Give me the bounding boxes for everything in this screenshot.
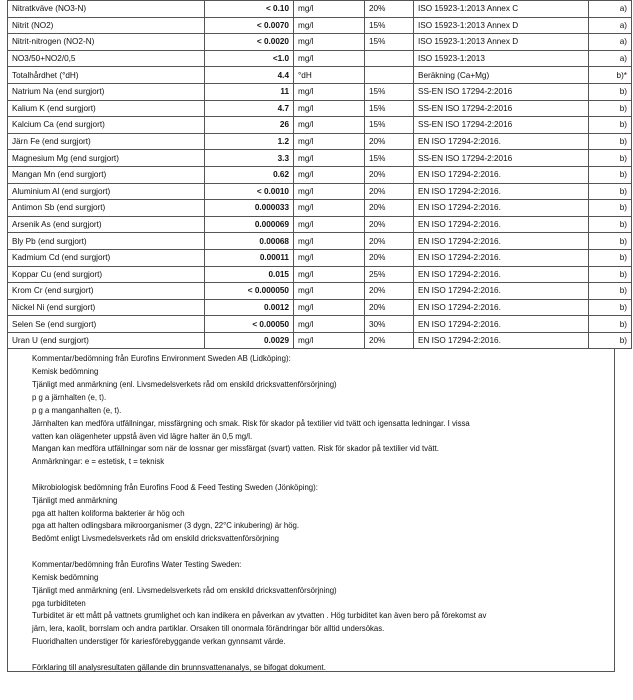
comment-line: Fluoridhalten understiger för kariesförebyggande verkan gynnsamt värde.: [32, 637, 286, 647]
analysis-method: EN ISO 17294-2:2016.: [414, 316, 589, 333]
analysis-method: SS-EN ISO 17294-2:2016: [414, 117, 589, 134]
measurement-uncertainty: 15%: [365, 17, 414, 34]
result-value: 3.3: [205, 150, 294, 167]
comment-line: p g a järnhalten (e, t).: [32, 393, 107, 402]
table-row: [8, 316, 632, 333]
comment-line: Bedömt enligt Livsmedelsverkets råd om enskild dricksvattenförsörjning: [32, 534, 280, 544]
result-unit: mg/l: [294, 283, 365, 300]
result-unit: mg/l: [294, 249, 365, 266]
comment-line: Förklaring till analysresultaten gällande din brunnsvattenanalys, se bifogat dokument.: [32, 662, 326, 672]
result-unit: mg/l: [294, 1, 365, 18]
analysis-method: EN ISO 17294-2:2016.: [414, 233, 589, 250]
result-value: 1.2: [205, 133, 294, 150]
lab-reference: b): [589, 332, 632, 349]
analysis-method: ISO 15923-1:2013 Annex D: [414, 34, 589, 51]
lab-reference: a): [589, 17, 632, 34]
lab-reference: b): [589, 133, 632, 150]
analysis-method: ISO 15923-1:2013 Annex D: [414, 17, 589, 34]
lab-reference: b): [589, 249, 632, 266]
table-row: [8, 1, 632, 18]
result-unit: mg/l: [294, 299, 365, 316]
measurement-uncertainty: 15%: [365, 150, 414, 167]
result-value: <1.0: [205, 50, 294, 67]
analysis-method: EN ISO 17294-2:2016.: [414, 216, 589, 233]
result-unit: mg/l: [294, 216, 365, 233]
result-value: 0.015: [205, 266, 294, 283]
table-row: [8, 17, 632, 34]
analyte-name: Bly Pb (end surgjort): [8, 233, 205, 250]
measurement-uncertainty: 30%: [365, 316, 414, 333]
table-row: [8, 50, 632, 67]
comment-line: järn, lera, kaolit, borrslam och andra partiklar. Orsaken till onormala förändringar bör alltid undersökas.: [32, 624, 385, 634]
result-unit: mg/l: [294, 133, 365, 150]
result-unit: mg/l: [294, 117, 365, 134]
analysis-method: EN ISO 17294-2:2016.: [414, 166, 589, 183]
table-row: [8, 166, 632, 183]
comment-line: Mangan kan medföra utfällningar som när de lossnar ger missfärgat (svart) vatten. Risk för skador på textilier vid tvätt.: [32, 444, 439, 454]
result-unit: mg/l: [294, 150, 365, 167]
comment-line: [8, 546, 614, 559]
comment-line: vatten kan olägenheter uppstå även vid lägre halter än 0,5 mg/l.: [32, 431, 253, 441]
analysis-method: Beräkning (Ca+Mg): [414, 67, 589, 84]
comment-line: Mikrobiologisk bedömning från Eurofins Food & Feed Testing Sweden (Jönköping):: [32, 482, 318, 492]
lab-reference: b): [589, 166, 632, 183]
measurement-uncertainty: 20%: [365, 200, 414, 217]
comment-line: pga att halten odlingsbara mikroorganismer (3 dygn, 22°C inkubering) är hög.: [32, 521, 300, 531]
analysis-method: EN ISO 17294-2:2016.: [414, 183, 589, 200]
measurement-uncertainty: 20%: [365, 133, 414, 150]
comment-line: pga att halten koliforma bakterier är hög och: [32, 508, 185, 518]
result-unit: mg/l: [294, 166, 365, 183]
table-row: [8, 150, 632, 167]
result-value: 0.00011: [205, 249, 294, 266]
result-unit: mg/l: [294, 83, 365, 100]
comment-line: [8, 469, 614, 482]
analysis-method: EN ISO 17294-2:2016.: [414, 266, 589, 283]
lab-reference: a): [589, 34, 632, 51]
comment-line: Tjänligt med anmärkning (enl. Livsmedelsverkets råd om enskild dricksvattenförsörjning): [32, 585, 337, 595]
lab-reference: b)*: [589, 67, 632, 84]
measurement-uncertainty: 15%: [365, 100, 414, 117]
table-row: [8, 34, 632, 51]
result-value: < 0.0070: [205, 17, 294, 34]
result-unit: mg/l: [294, 233, 365, 250]
analyte-name: Nitrit (NO2): [8, 17, 205, 34]
analysis-method: ISO 15923-1:2013 Annex C: [414, 1, 589, 18]
analysis-method: EN ISO 17294-2:2016.: [414, 133, 589, 150]
table-row: [8, 67, 632, 84]
analysis-method: SS-EN ISO 17294-2:2016: [414, 100, 589, 117]
result-value: 0.000069: [205, 216, 294, 233]
analyte-name: Kadmium Cd (end surgjort): [8, 249, 205, 266]
result-value: 26: [205, 117, 294, 134]
analyte-name: Koppar Cu (end surgjort): [8, 266, 205, 283]
lab-reference: b): [589, 216, 632, 233]
comment-line: p g a manganhalten (e, t).: [32, 405, 122, 415]
lab-reference: b): [589, 150, 632, 167]
analyte-name: Arsenik As (end surgjort): [8, 216, 205, 233]
comment-line: Turbiditet är ett mått på vattnets grumlighet och kan indikera en påverkan av ytvatten . Hög turbiditet kan även bero på förekomst av: [32, 611, 487, 621]
measurement-uncertainty: [365, 67, 414, 84]
comment-line: Kemisk bedömning: [32, 572, 99, 582]
analyte-name: Järn Fe (end surgjort): [8, 133, 205, 150]
comment-line: Tjänligt med anmärkning (enl. Livsmedelsverkets råd om enskild dricksvattenförsörjning): [32, 380, 337, 390]
result-unit: °dH: [294, 67, 365, 84]
lab-reference: b): [589, 233, 632, 250]
analysis-method: SS-EN ISO 17294-2:2016: [414, 83, 589, 100]
analyte-name: Krom Cr (end surgjort): [8, 283, 205, 300]
table-row: [8, 83, 632, 100]
table-row: [8, 233, 632, 250]
results-table-body: [8, 1, 632, 349]
analyte-name: Selen Se (end surgjort): [8, 316, 205, 333]
analysis-method: EN ISO 17294-2:2016.: [414, 332, 589, 349]
result-unit: mg/l: [294, 34, 365, 51]
analysis-method: EN ISO 17294-2:2016.: [414, 200, 589, 217]
result-unit: mg/l: [294, 50, 365, 67]
analysis-method: EN ISO 17294-2:2016.: [414, 299, 589, 316]
comment-line: pga turbiditeten: [32, 598, 86, 608]
analyte-name: Aluminium Al (end surgjort): [8, 183, 205, 200]
comment-line: [8, 649, 614, 662]
lab-reference: b): [589, 183, 632, 200]
result-value: < 0.0020: [205, 34, 294, 51]
measurement-uncertainty: 20%: [365, 249, 414, 266]
table-row: [8, 133, 632, 150]
analyte-name: Kalcium Ca (end surgjort): [8, 117, 205, 134]
analyte-name: Mangan Mn (end surgjort): [8, 166, 205, 183]
measurement-uncertainty: 25%: [365, 266, 414, 283]
result-value: 11: [205, 83, 294, 100]
result-unit: mg/l: [294, 332, 365, 349]
results-table: [7, 0, 632, 349]
measurement-uncertainty: 20%: [365, 166, 414, 183]
analysis-method: ISO 15923-1:2013: [414, 50, 589, 67]
comment-line: Kemisk bedömning: [32, 367, 99, 377]
table-row: [8, 100, 632, 117]
analysis-method: EN ISO 17294-2:2016.: [414, 283, 589, 300]
comment-line: Kommentar/bedömning från Eurofins Water Testing Sweden:: [32, 559, 242, 569]
analyte-name: Totalhårdhet (°dH): [8, 67, 205, 84]
result-unit: mg/l: [294, 100, 365, 117]
measurement-uncertainty: 20%: [365, 233, 414, 250]
lab-reference: b): [589, 83, 632, 100]
lab-reference: b): [589, 100, 632, 117]
table-row: [8, 283, 632, 300]
comment-line: Tjänligt med anmärkning: [32, 495, 118, 505]
table-row: [8, 332, 632, 349]
analyte-name: Magnesium Mg (end surgjort): [8, 150, 205, 167]
measurement-uncertainty: 15%: [365, 83, 414, 100]
measurement-uncertainty: 20%: [365, 216, 414, 233]
lab-reference: b): [589, 299, 632, 316]
measurement-uncertainty: 15%: [365, 34, 414, 51]
table-row: [8, 266, 632, 283]
result-unit: mg/l: [294, 17, 365, 34]
lab-reference: b): [589, 266, 632, 283]
analyte-name: Kalium K (end surgjort): [8, 100, 205, 117]
lab-reference: b): [589, 117, 632, 134]
result-unit: mg/l: [294, 200, 365, 217]
result-value: < 0.10: [205, 1, 294, 18]
result-unit: mg/l: [294, 316, 365, 333]
analysis-method: EN ISO 17294-2:2016.: [414, 249, 589, 266]
result-unit: mg/l: [294, 266, 365, 283]
lab-reference: a): [589, 50, 632, 67]
measurement-uncertainty: 15%: [365, 117, 414, 134]
table-row: [8, 200, 632, 217]
measurement-uncertainty: 20%: [365, 183, 414, 200]
analysis-method: SS-EN ISO 17294-2:2016: [414, 150, 589, 167]
result-value: < 0.000050: [205, 283, 294, 300]
measurement-uncertainty: 20%: [365, 1, 414, 18]
result-value: 0.62: [205, 166, 294, 183]
table-row: [8, 117, 632, 134]
analyte-name: Nickel Ni (end surgjort): [8, 299, 205, 316]
comment-line: Anmärkningar: e = estetisk, t = teknisk: [32, 457, 165, 467]
analyte-name: NO3/50+NO2/0,5: [8, 50, 205, 67]
lab-reference: b): [589, 283, 632, 300]
result-value: 4.7: [205, 100, 294, 117]
analyte-name: Nitratkväve (NO3-N): [8, 1, 205, 18]
result-value: < 0.0010: [205, 183, 294, 200]
result-value: 0.0029: [205, 332, 294, 349]
table-row: [8, 299, 632, 316]
comments-section: [7, 349, 615, 672]
comment-line: Järnhalten kan medföra utfällningar, missfärgning och smak. Risk för skador på textilier vid tvätt och igensatta ledningar. I vissa: [32, 418, 470, 428]
analyte-name: Natrium Na (end surgjort): [8, 83, 205, 100]
analyte-name: Antimon Sb (end surgjort): [8, 200, 205, 217]
result-unit: mg/l: [294, 183, 365, 200]
result-value: 0.0012: [205, 299, 294, 316]
lab-reference: b): [589, 316, 632, 333]
analyte-name: Nitrit-nitrogen (NO2-N): [8, 34, 205, 51]
result-value: < 0.00050: [205, 316, 294, 333]
analysis-report: [7, 0, 625, 672]
result-value: 0.000033: [205, 200, 294, 217]
analyte-name: Uran U (end surgjort): [8, 332, 205, 349]
comment-line: Kommentar/bedömning från Eurofins Environment Sweden AB (Lidköping):: [32, 354, 291, 364]
result-value: 0.00068: [205, 233, 294, 250]
table-row: [8, 216, 632, 233]
table-row: [8, 249, 632, 266]
lab-reference: b): [589, 200, 632, 217]
measurement-uncertainty: 20%: [365, 332, 414, 349]
lab-reference: a): [589, 1, 632, 18]
measurement-uncertainty: [365, 50, 414, 67]
measurement-uncertainty: 20%: [365, 299, 414, 316]
measurement-uncertainty: 20%: [365, 283, 414, 300]
result-value: 4.4: [205, 67, 294, 84]
table-row: [8, 183, 632, 200]
